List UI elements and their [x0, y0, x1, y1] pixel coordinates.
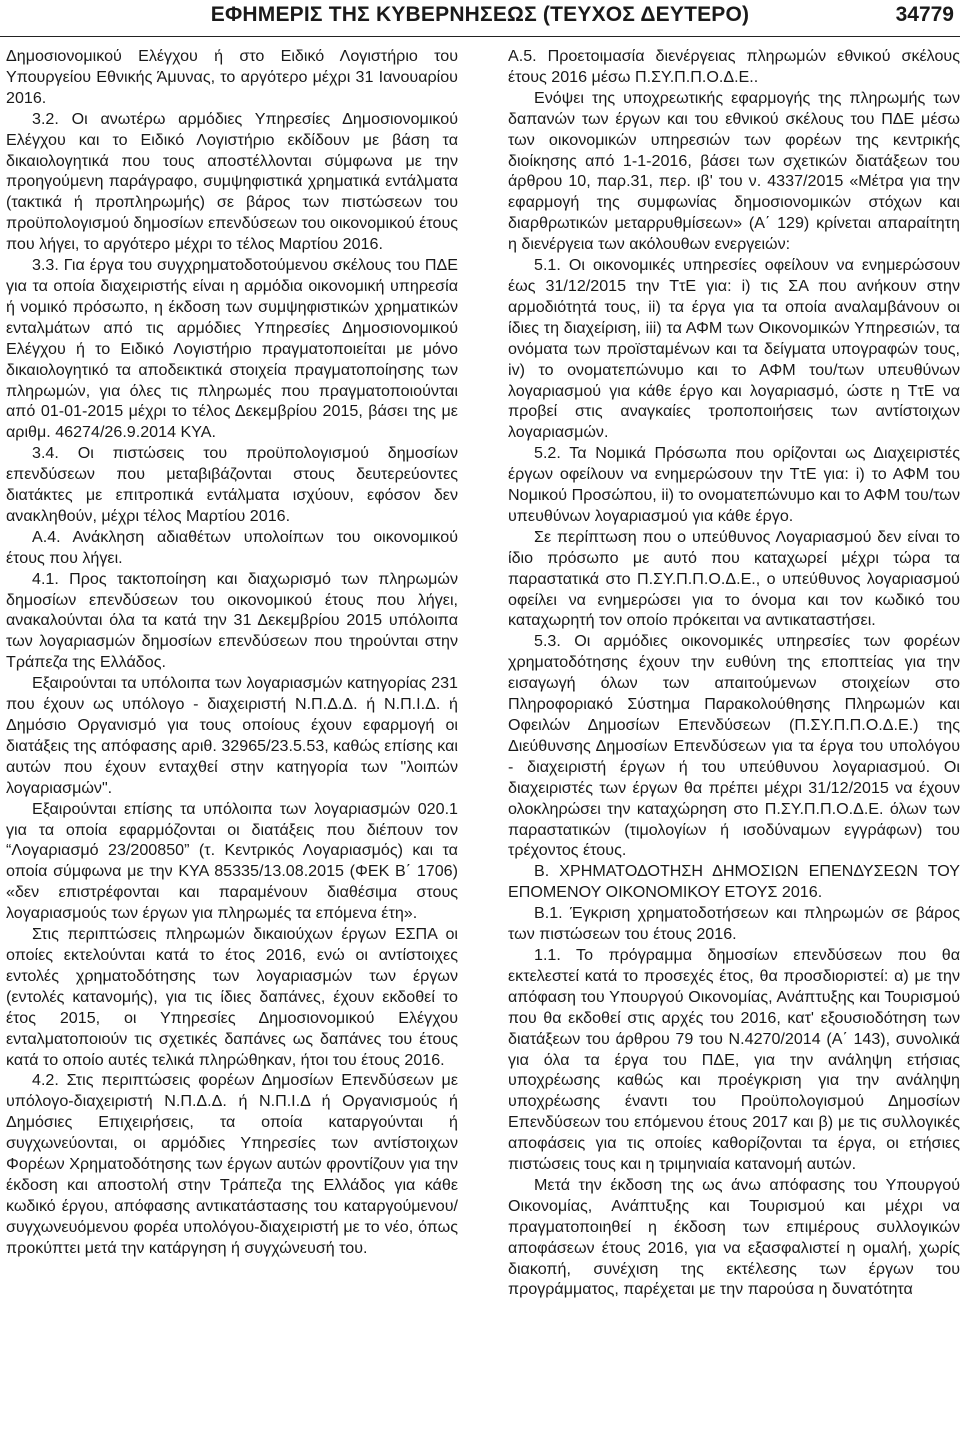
paragraph: 4.1. Προς τακτοποίηση και διαχωρισμό των πληρωμών δημοσίων επενδύσεων του οικονομικού έτους που λήγει, ανακαλούνται όλα τα κατά την 31 Δεκεμβρίου 2015 υπόλοιπα των λογαριασμών δημοσίων επενδύσεων που τηρούνται στην Τράπεζα της Ελλάδος. — [6, 569, 458, 672]
paragraph: 3.4. Οι πιστώσεις του προϋπολογισμού δημοσίων επενδύσεων που μεταβιβάζονται στους δευτερεύοντες διατάκτες με επιτροπικά εντάλματα ισχύουν, εφόσον δεν ανακληθούν, μέχρι τέλος Μαρτίου 2016. — [6, 444, 458, 525]
left-column — [6, 46, 458, 1431]
paragraph: Στις περιπτώσεις πληρωμών δικαιούχων έργων ΕΣΠΑ οι οποίες εκτελούνται κατά το έτος 2016, ενώ οι αντίστοιχες εντολές χρηματοδότησης των λογαριασμών των έργων (εντολές κατανομής), για τις ίδιες δαπάνες, έχουν εκδοθεί το έτος 2015, οι Υπηρεσίες Δημοσιονομικού Ελέγχου ενταλματοποιούν τις σχετικές δαπάνες ως δαπάνες του έτους κατά το οποίο αυτές τελικά πληρώθηκαν, ήτοι του έτους 2016. — [6, 925, 458, 1069]
page-number: 34779 — [895, 3, 954, 26]
paragraph: Μετά την έκδοση της ως άνω απόφασης του Υπουργού Οικονομίας, Ανάπτυξης και Τουρισμού και μέχρι να πραγματοποιηθεί η έκδοση των επιμέρους συλλογικών αποφάσεων έτους 2016, για να εξασφαλιστεί η ομαλή, χωρίς διακοπή, συνέχιση της εκτέλεσης των έργων του προγράμματος, παρέχεται με την παρούσα η δυνατότητα — [508, 1175, 960, 1299]
page-header — [0, 0, 960, 44]
paragraph: Εξαιρούνται τα υπόλοιπα των λογαριασμών κατηγορίας 231 που έχουν ως υπόλογο - διαχειριστή Ν.Π.Δ.Δ. ή Ν.Π.Ι.Δ. ή Δημόσιο Οργανισμό για τους οποίους έχουν εφαρμογή οι διατάξεις της απόφασης αριθ. 32965/23.5.53, καθώς επίσης και αυτών που έχουν ενταχθεί στην κατηγορία των "λοιπών λογαριασμών". — [6, 674, 458, 797]
section-heading: Α.4. Ανάκληση αδιαθέτων υπολοίπων του οικονομικού έτους που λήγει. — [6, 527, 458, 567]
paragraph: 3.2. Οι ανωτέρω αρμόδιες Υπηρεσίες Δημοσιονομικού Ελέγχου και το Ειδικό Λογιστήριο εκδίδουν με βάση τα δικαιολογητικά που τους αποστέλλονται σύμφωνα με την προηγούμενη παράγραφο, συμψηφιστικά χρηματικά εντάλματα (τακτικά ή προπληρωμής) σε βάρος των πιστώσεων του προϋπολογισμού δημοσίων επενδύσεων του οικονομικού έτους που λήγει, το αργότερο μέχρι το τέλος Μαρτίου 2016. — [6, 109, 458, 254]
paragraph: 3.3. Για έργα του συγχρηματοδοτούμενου σκέλους του ΠΔΕ για τα οποία διαχειριστής είναι η αρμόδια οικονομική υπηρεσία ή νομικό πρόσωπο, η έκδοση των συμψηφιστικών χρηματικών ενταλμάτων από τις αρμόδιες Υπηρεσίες Δημοσιονομικού Ελέγχου ή το Ειδικό Λογιστήριο πραγματοποιείται με μόνο δικαιολογητικό τα αποδεικτικά στοιχεία πραγματοποίησης των πληρωμών, για όλες τις πληρωμές που πραγματοποιούνται από 01-01-2015 μέχρι το τέλος Δεκεμβρίου 2015, βάσει της με αριθμ. 46274/26.9.2014 ΚΥΑ. — [6, 256, 458, 442]
paragraph: Εξαιρούνται επίσης τα υπόλοιπα των λογαριασμών 020.1 για τα οποία εφαρμόζονται οι διατάξεις που διέπουν τον “Λογαριασμό 23/200850” (τ. Κεντρικός Λογαριασμός) και τα οποία σύμφωνα με την ΚΥΑ 85335/13.08.2015 (ΦΕΚ Β΄ 1706) «δεν επιστρέφονται και παραμένουν διαθέσιμα στους λογαριασμούς των έργων για πληρωμές τα επόμενα έτη». — [6, 799, 458, 923]
section-heading: Β. ΧΡΗΜΑΤΟΔΟΤΗΣΗ ΔΗΜΟΣΙΩΝ ΕΠΕΝΔΥΣΕΩΝ ΤΟΥ ΕΠΟΜΕΝΟΥ ΟΙΚΟΝΟΜΙΚΟΥ ΕΤΟΥΣ 2016. — [508, 862, 960, 902]
gazette-title: ΕΦΗΜΕΡΙΣ ΤΗΣ ΚΥΒΕΡΝΗΣΕΩΣ (ΤΕΥΧΟΣ ΔΕΥΤΕΡΟ) — [210, 3, 750, 26]
paragraph: Σε περίπτωση που ο υπεύθυνος Λογαριασμού δεν είναι το ίδιο πρόσωπο με αυτό που καταχωρεί μέχρι τώρα τα παραστατικά στο Π.ΣΥ.Π.Π.Ο.Δ.Ε., ο υπεύθυνος λογαριασμού οφείλει να ενημερώσει για το όνομα και τον κωδικό του καταχωρητή τον οποίο πρόκειται να αντικαταστήσει. — [508, 527, 960, 630]
paragraph: 5.2. Τα Νομικά Πρόσωπα που ορίζονται ως Διαχειριστές έργων οφείλουν να ενημερώσουν την ΤτΕ για: i) το ΑΦΜ του Νομικού Προσώπου, ii) το ονοματεπώνυμο και το ΑΦΜ του/των υπευθύνων λογαριασμού για κάθε έργο. — [508, 444, 960, 525]
paragraph: 5.3. Οι αρμόδιες οικονομικές υπηρεσίες των φορέων χρηματοδότησης έχουν την ευθύνη της εποπτείας για την εισαγωγή όλων των απαιτούμενων στοιχείων στο Πληροφοριακό Σύστημα Παρακολούθησης Πληρωμών και Οφειλών Δημοσίων Επενδύσεων (Π.ΣΥ.Π.Π.Ο.Δ.Ε.) της Διεύθυνσης Δημοσίων Επενδύσεων για τα έργα του υπολόγου - διαχειριστή έργων ή του υπεύθυνου λογαριασμού. Οι διαχειριστές των έργων θα πρέπει μέχρι 31/12/2015 να έχουν ολοκληρώσει την καταχώρηση στο Π.ΣΥ.Π.Π.Ο.Δ.Ε. όλων των παραστατικών (τιμολογίων ή ισοδύναμων εγγράφων) του τρέχοντος έτους. — [508, 632, 960, 860]
header-rule — [0, 36, 960, 37]
right-column — [508, 46, 960, 1431]
paragraph: Δημοσιονομικού Ελέγχου ή στο Ειδικό Λογιστήριο του Υπουργείου Εθνικής Άμυνας, το αργότερο μέχρι 31 Ιανουαρίου 2016. — [6, 47, 458, 107]
section-heading: Β.1. Έγκριση χρηματοδοτήσεων και πληρωμών σε βάρος των πιστώσεων του έτους 2016. — [508, 904, 960, 944]
paragraph: 5.1. Οι οικονομικές υπηρεσίες οφείλουν να ενημερώσουν έως 31/12/2015 την ΤτΕ για: i) τις ΣΑ που ανήκουν στην αρμοδιότητά τους, ii) τα έργα για τα οποία αναλαμβάνουν οι ίδιες τη διαχείριση, iii) τα ΑΦΜ των Οικονομικών Υπηρεσιών, τα ονόματα των προϊσταμένων και τα δείγματα υπογραφών τους, iv) το ονοματεπώνυμο και το ΑΦΜ του/των υπευθύνων λογαριασμού για κάθε έργο και λογαριασμό, ώστε η ΤτΕ να προβεί στις αναγκαίες τροποποιήσεις των αντίστοιχων λογαριασμών. — [508, 256, 960, 442]
paragraph: 4.2. Στις περιπτώσεις φορέων Δημοσίων Επενδύσεων με υπόλογο-διαχειριστή Ν.Π.Δ.Δ. ή Ν.Π.Ι.Δ ή Οργανισμούς ή Δημόσιες Επιχειρήσεις, τα οποία καταργούνται ή συγχωνεύονται, οι αρμόδιες Υπηρεσίες των αντίστοιχων Φορέων Χρηματοδότησης των έργων αυτών φροντίζουν για την έκδοση και αποστολή στην Τράπεζα της Ελλάδος για κάθε κωδικό έργου, απόφασης αντικατάστασης του καταργούμενου/συγχωνευόμενου φορέα υπολόγου-διαχειριστή με το νέο, όπως προκύπτει μετά την κατάργηση ή συγχώνευσή του. — [6, 1071, 458, 1257]
paragraph: 1.1. Το πρόγραμμα δημοσίων επενδύσεων που θα εκτελεστεί κατά το προσεχές έτος, θα προσδιοριστεί: α) με την απόφαση του Υπουργού Οικονομίας, Ανάπτυξης και Τουρισμού που θα εκδοθεί στις αρχές του 2016, κατ' εξουσιοδότηση των διατάξεων του άρθρου 79 του Ν.4270/2014 (Α΄ 143), συνολικά για όλα τα έργα του ΠΔΕ, για την ανάληψη ετήσιας υποχρέωσης καθώς και προέγκριση για την ανάληψη υποχρέωσης έναντι του Προϋπολογισμού Δημοσίων Επενδύσεων του επόμενου έτους 2017 και β) με τις συλλογικές αποφάσεις για τις οποίες καθορίζονται τα έργα, οι ετήσιες πιστώσεις τους και η τριμηνιαία κατανομή αυτών. — [508, 945, 960, 1174]
section-heading: Α.5. Προετοιμασία διενέργειας πληρωμών εθνικού σκέλους έτους 2016 μέσω Π.ΣΥ.Π.Π.Ο.Δ.Ε.. — [508, 47, 960, 86]
paragraph: Ενόψει της υποχρεωτικής εφαρμογής της πληρωμής των δαπανών των έργων και του εθνικού σκέλους του ΠΔΕ μέσω των οικονομικών υπηρεσιών των φορέων της κεντρικής διοίκησης από 1-1-2016, βάσει των σχετικών διατάξεων του άρθρου 10, παρ.31, περ. ιβ' του ν. 4337/2015 «Μέτρα για την εφαρμογή της συμφωνίας δημοσιονομικών στόχων και διαρθρωτικών μεταρρυθμίσεων» (Α΄ 129) κρίνεται απαραίτητη η διενέργεια των ακόλουθων ενεργειών: — [508, 88, 960, 254]
